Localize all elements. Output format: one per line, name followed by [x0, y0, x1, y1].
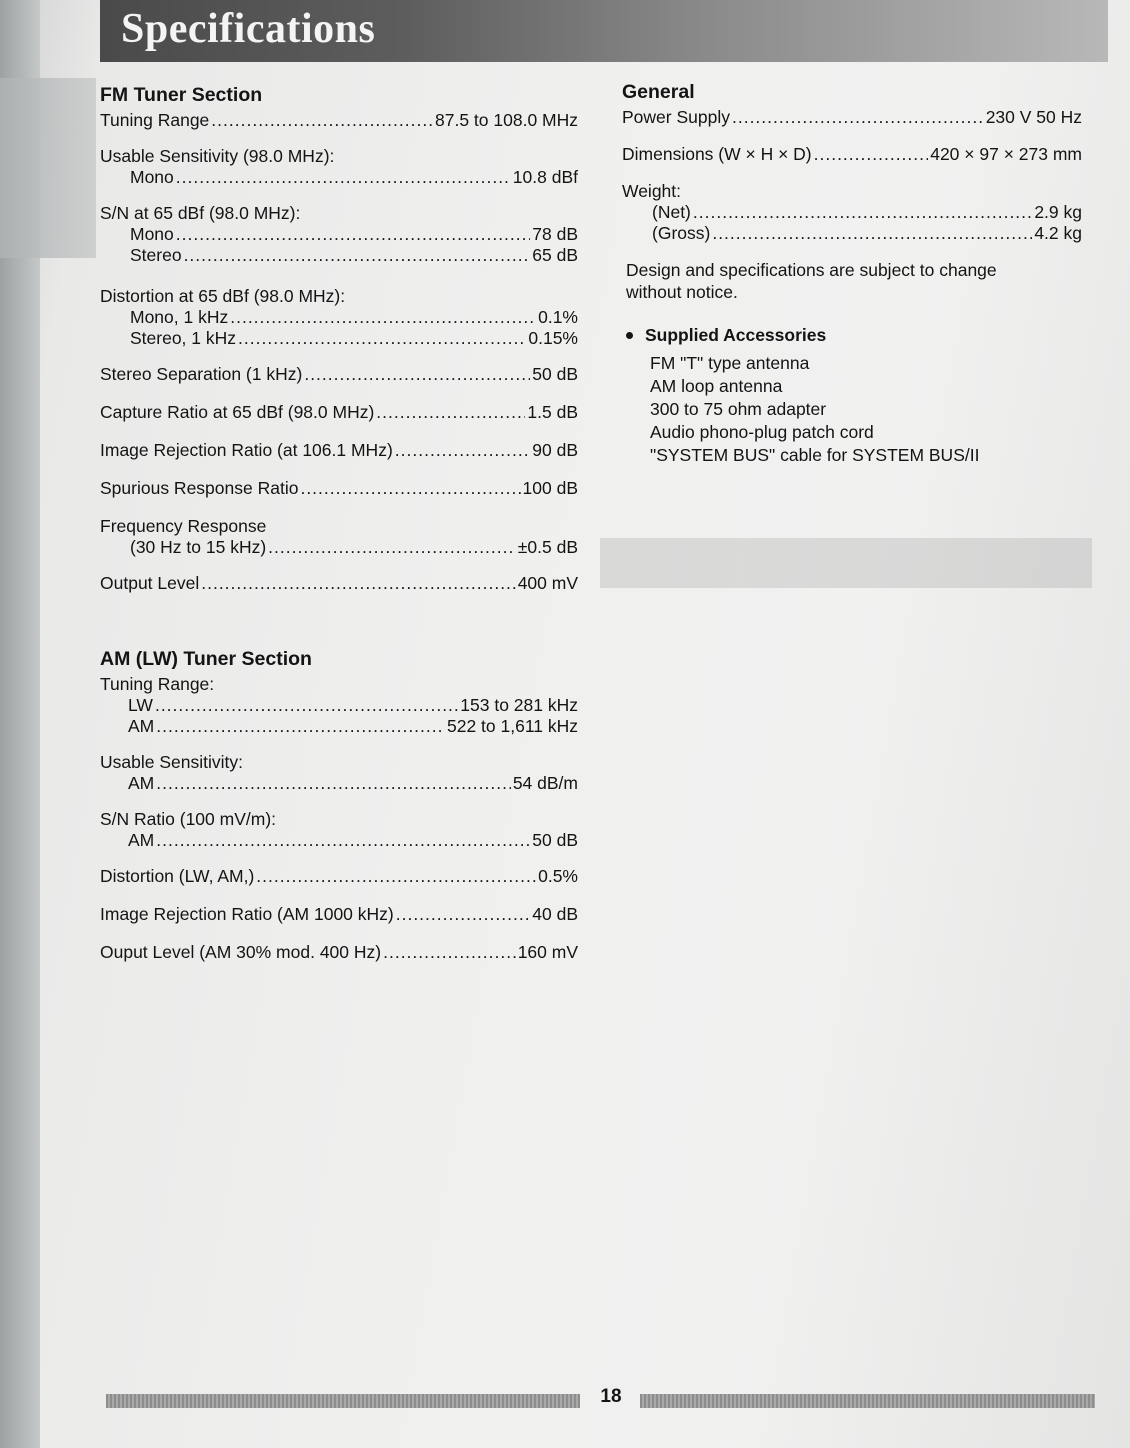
spec-value: 160 mV — [517, 942, 578, 962]
spec-value: 2.9 kg — [1034, 202, 1082, 222]
am-distortion — [100, 866, 578, 887]
spec-value: 0.5% — [538, 866, 578, 886]
spec-sublabel: AM — [128, 773, 155, 793]
spec-sublabel: Stereo, 1 kHz — [130, 328, 237, 348]
notice-line: without notice. — [626, 282, 738, 302]
spec-label: Dimensions (W × H × D) — [622, 144, 812, 164]
spec-label: Power Supply — [622, 107, 730, 127]
leader-dots — [201, 573, 515, 594]
spec-value: 50 dB — [532, 830, 578, 850]
spec-label: S/N Ratio (100 mV/m): — [100, 809, 277, 829]
spec-value: ±0.5 dB — [517, 537, 578, 557]
general-dimensions — [622, 144, 1082, 165]
am-image-rejection — [100, 904, 578, 925]
leader-dots — [268, 537, 516, 558]
bleed-through-band — [600, 538, 1092, 588]
fm-usable-sensitivity — [100, 146, 578, 188]
fm-image-rejection — [100, 440, 578, 461]
spec-label: Image Rejection Ratio (at 106.1 MHz) — [100, 440, 393, 460]
spec-value: 87.5 to 108.0 MHz — [435, 110, 578, 130]
spec-sublabel: AM — [128, 716, 155, 736]
leader-dots — [211, 110, 433, 131]
spec-sublabel: Stereo — [130, 245, 182, 265]
leader-dots — [156, 830, 530, 851]
leader-dots — [383, 942, 516, 963]
leader-dots — [712, 223, 1032, 244]
general-power-supply — [622, 107, 1082, 128]
spec-sublabel: Mono — [130, 224, 174, 244]
list-item: AM loop antenna — [650, 376, 783, 396]
leader-dots — [300, 478, 520, 499]
spec-value: 420 × 97 × 273 mm — [930, 144, 1082, 164]
general-section-heading: General — [622, 81, 695, 103]
spec-value: 522 to 1,611 kHz — [446, 716, 578, 736]
spec-label: Ouput Level (AM 30% mod. 400 Hz) — [100, 942, 382, 962]
leader-dots — [230, 307, 536, 328]
fm-distortion — [100, 286, 578, 349]
leader-dots — [176, 224, 530, 245]
spec-value: 65 dB — [532, 245, 578, 265]
spec-value: 230 V 50 Hz — [985, 107, 1082, 127]
spec-value: 54 dB/m — [512, 773, 578, 793]
spec-label: Frequency Response — [100, 516, 267, 536]
spec-label: Tuning Range: — [100, 674, 215, 694]
spec-value: 10.8 dBf — [512, 167, 578, 187]
spec-label: Spurious Response Ratio — [100, 478, 299, 498]
leader-dots — [814, 144, 929, 165]
notice-line: Design and specifications are subject to change — [626, 260, 997, 280]
am-tuning-range — [100, 674, 578, 737]
spec-label: Output Level — [100, 573, 200, 593]
spec-label: Weight: — [622, 181, 682, 201]
spec-value: 50 dB — [532, 364, 578, 384]
leader-dots — [156, 773, 511, 794]
spec-label: Stereo Separation (1 kHz) — [100, 364, 303, 384]
fm-spurious — [100, 478, 578, 499]
spec-value: 400 mV — [517, 573, 578, 593]
spec-sublabel: LW — [128, 695, 153, 715]
fm-sn — [100, 203, 578, 266]
accessories-heading-text: Supplied Accessories — [645, 325, 827, 345]
left-column — [100, 85, 578, 978]
am-output-level — [100, 942, 578, 963]
list-item: "SYSTEM BUS" cable for SYSTEM BUS/II — [650, 445, 980, 465]
accessories-heading — [626, 325, 1082, 346]
general-weight — [622, 181, 1082, 244]
fm-output-level — [100, 573, 578, 594]
spec-label: Usable Sensitivity: — [100, 752, 243, 772]
leader-dots — [155, 695, 458, 716]
footer-rule-left — [106, 1394, 580, 1408]
list-item: 300 to 75 ohm adapter — [650, 399, 827, 419]
page-number: 18 — [600, 1386, 622, 1407]
spec-value: 78 dB — [532, 224, 578, 244]
leader-dots — [304, 364, 530, 385]
list-item: Audio phono-plug patch cord — [650, 422, 874, 442]
leader-dots — [376, 402, 525, 423]
change-notice — [626, 259, 1082, 303]
leader-dots — [395, 440, 530, 461]
am-section-heading: AM (LW) Tuner Section — [100, 648, 312, 670]
spec-sublabel: (Net) — [652, 202, 691, 222]
spec-sublabel: (Gross) — [652, 223, 711, 243]
spec-label: Tuning Range — [100, 110, 210, 130]
am-usable-sensitivity — [100, 752, 578, 794]
fm-capture-ratio — [100, 402, 578, 423]
spec-value: 1.5 dB — [527, 402, 578, 422]
spec-label: Image Rejection Ratio (AM 1000 kHz) — [100, 904, 394, 924]
fm-section-heading: FM Tuner Section — [100, 84, 263, 106]
spec-label: Distortion (LW, AM,) — [100, 866, 255, 886]
spec-sublabel: Mono — [130, 167, 174, 187]
spec-value: 0.15% — [528, 328, 578, 348]
spec-label: Usable Sensitivity (98.0 MHz): — [100, 146, 335, 166]
fm-tuning-range — [100, 110, 578, 131]
spec-value: 90 dB — [532, 440, 578, 460]
footer-rule-right — [640, 1394, 1095, 1408]
leader-dots — [184, 245, 531, 266]
spec-sublabel: Mono, 1 kHz — [130, 307, 229, 327]
page-title: Specifications — [121, 6, 376, 52]
spec-label: S/N at 65 dBf (98.0 MHz): — [100, 203, 301, 223]
spec-sublabel: (30 Hz to 15 kHz) — [130, 537, 267, 557]
spec-sublabel: AM — [128, 830, 155, 850]
spec-value: 4.2 kg — [1034, 223, 1082, 243]
side-tab — [0, 78, 96, 258]
spec-value: 153 to 281 kHz — [460, 695, 578, 715]
accessories-list — [650, 352, 1082, 467]
leader-dots — [176, 167, 511, 188]
leader-dots — [693, 202, 1032, 223]
bullet-icon — [626, 332, 633, 339]
leader-dots — [732, 107, 984, 128]
right-column — [622, 82, 1082, 467]
spec-label: Distortion at 65 dBf (98.0 MHz): — [100, 286, 346, 306]
spec-value: 40 dB — [532, 904, 578, 924]
spec-label: Capture Ratio at 65 dBf (98.0 MHz) — [100, 402, 375, 422]
leader-dots — [256, 866, 536, 887]
leader-dots — [396, 904, 531, 925]
spec-value: 100 dB — [522, 478, 578, 498]
fm-stereo-separation — [100, 364, 578, 385]
spec-value: 0.1% — [538, 307, 578, 327]
am-sn — [100, 809, 578, 851]
leader-dots — [238, 328, 526, 349]
fm-frequency-response — [100, 516, 578, 558]
list-item: FM "T" type antenna — [650, 353, 810, 373]
leader-dots — [156, 716, 445, 737]
